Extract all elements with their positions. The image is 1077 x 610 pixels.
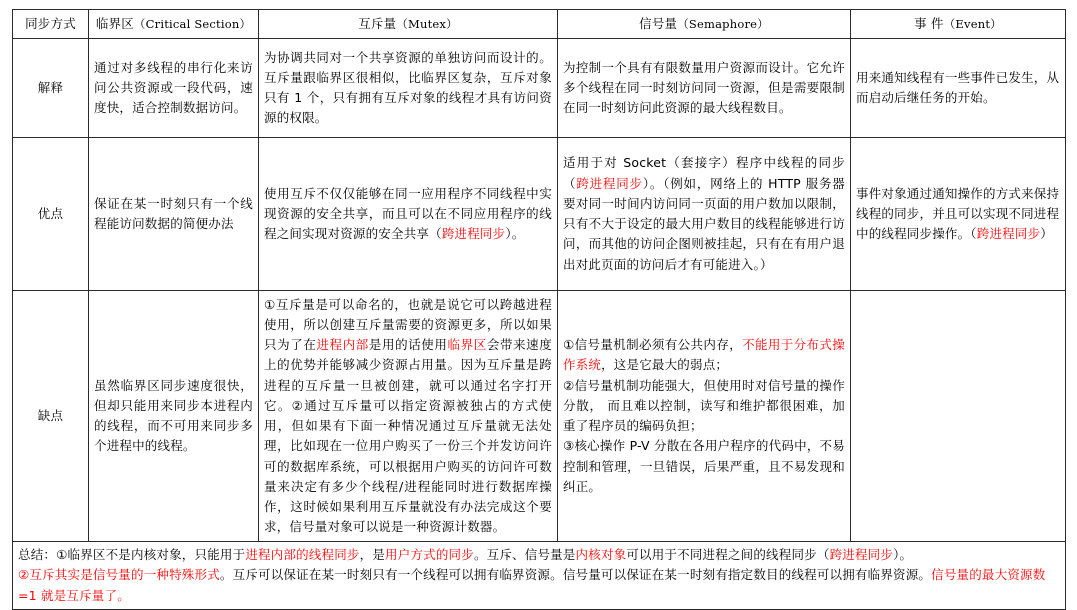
highlight-max-resource-one: 信号量的最大资源数=1 就是互斥量了。 <box>18 567 1046 603</box>
header-en-semaphore: （Semaphore） <box>677 16 769 31</box>
text-segment: ③核心操作 P-V 分散在各用户程序的代码中，不易控制和管理，一旦错误，后果严重，且不易发现和纠正。 <box>563 438 845 494</box>
header-row <box>13 10 1066 39</box>
text-segment: 会带来速度上的优势并能够减少资源占用量。因为互斥量是跨进程的互斥量一旦被创建，就可以通过名字打开它。②通过互斥量可以指定资源被独占的方式使用，但如果有下面一种情况通过互斥量就无法处理，比如现在一位用户购买了一份三个并发访问许可的数据库系统，可以根据用户购买的访问许可数量来决定有多少个线程/进程能同时进行数据库操作，这时候如果利用互斥量就没有办法完成这个要求，信号量对象可以说是一种资源计数器。 <box>264 337 552 535</box>
text-segment: ②信号量机制功能强大，但使用时对信号量的操作分散， 而且难以控制，读写和维护都很困难，加重了程序员的编码负担； <box>563 377 845 433</box>
text-segment: 事件对象通过通知操作的方式来保持线程的同步，并且可以实现不同进程中的线程同步操作。（ <box>856 185 1060 242</box>
header-en-event: （Event） <box>943 16 1002 31</box>
text-segment: 总结：①临界区不是内核对象，只能用于 <box>18 547 246 562</box>
header-label-event: 事 件 <box>914 15 944 31</box>
cell-explanation-semaphore <box>558 39 851 138</box>
text-segment: ，是 <box>359 547 386 562</box>
cell-disadvantages-semaphore <box>558 291 851 542</box>
highlight-kernel-object: 内核对象 <box>575 547 627 562</box>
header-en-mutex: （Mutex） <box>396 16 458 31</box>
text-segment: 。互斥可以保证在某一时刻只有一个线程可以拥有临界资源。信号量可以保证在某一时刻有指定数目的线程可以拥有临界资源。 <box>219 567 932 583</box>
row-label-advantages: 优点 <box>13 138 89 291</box>
cell-text <box>563 335 845 497</box>
header-cell-semaphore <box>558 10 851 39</box>
text-segment: 是用的话使用 <box>368 337 448 352</box>
highlight-cross-process-sync: 跨进程同步 <box>441 226 506 242</box>
cell-text <box>856 184 1060 245</box>
cell-text: 为协调共同对一个共享资源的单独访问而设计的。互斥量跟临界区很相似，比临界区复杂，互斥对象只有 1 个，只有拥有互斥对象的线程才具有访问资源的权限。 <box>264 49 552 126</box>
text-segment: ①互斥量是可以命名的，也就是说它可以跨越进程使用，所以创建互斥量需要的资源更多，所以如果只为了在 <box>264 296 552 352</box>
text-segment: ）。 <box>893 547 913 562</box>
table-row-summary <box>13 542 1066 610</box>
text-segment: ） <box>1040 226 1053 242</box>
cell-advantages-semaphore <box>558 138 851 291</box>
header-label-semaphore: 信号量 <box>639 15 678 31</box>
header-cell-sync-method <box>13 10 89 39</box>
summary-line-2 <box>18 565 1060 606</box>
cell-advantages-event <box>851 138 1066 291</box>
highlight-critical-section: 临界区 <box>447 337 487 352</box>
text-segment: 适用于对 Socket（套接字）程序中线程的同步（ <box>563 155 845 191</box>
text-segment: ，这是它最大的弱点； <box>601 357 729 373</box>
header-cell-mutex <box>259 10 558 39</box>
text-segment: 可以用于不同进程之间的线程同步（ <box>626 547 830 562</box>
cell-text: 用来通知线程有一些事件已发生，从而启动后继任务的开始。 <box>856 69 1060 105</box>
cell-text <box>264 295 552 538</box>
table-row-explanation <box>13 39 1066 138</box>
cell-disadvantages-mutex <box>259 291 558 542</box>
row-label-explanation: 解释 <box>13 39 89 138</box>
highlight-user-mode-sync: 用户方式的同步 <box>385 547 474 562</box>
sync-mechanism-comparison-table <box>12 9 1066 610</box>
cell-text: 虽然临界区同步速度很快，但却只能用来同步本进程内的线程，而不可用来同步多个进程中的线程。 <box>94 377 253 454</box>
cell-explanation-event <box>851 39 1066 138</box>
table-row-disadvantages <box>13 291 1066 542</box>
table-row-advantages <box>13 138 1066 291</box>
cell-disadvantages-critical-section <box>89 291 259 542</box>
highlight-cross-process-sync: 跨进程同步 <box>576 175 643 191</box>
summary-line-1 <box>18 545 1060 565</box>
row-label-disadvantages: 缺点 <box>13 291 89 542</box>
header-label-sync-method: 同步方式 <box>25 15 76 31</box>
cell-advantages-critical-section <box>89 138 259 291</box>
text-segment: ）。 <box>505 226 525 242</box>
header-en-critical-section: （Critical Section） <box>133 16 252 31</box>
highlight-cross-process-sync: 跨进程同步 <box>829 547 894 562</box>
cell-summary <box>13 542 1066 610</box>
text-segment: ①信号量机制必须有公共内存， <box>563 337 743 352</box>
text-segment: ）。（例如，网络上的 HTTP 服务器要对同一时间内访问同一页面的用户数加以限制，只有不大于设定的最大用户数目的线程能够进行访问，而其他的访问企图则被挂起，只有在有用户退出对此页面的访问后才有可能进入。） <box>563 175 845 272</box>
cell-text <box>563 153 845 275</box>
table-header <box>13 10 1066 39</box>
cell-advantages-mutex <box>259 138 558 291</box>
highlight-cross-process-sync: 跨进程同步 <box>976 226 1041 242</box>
cell-text: 通过对多线程的串行化来访问公共资源或一段代码，速度快，适合控制数据访问。 <box>94 59 253 116</box>
cell-text <box>264 184 552 245</box>
header-cell-critical-section <box>89 10 259 39</box>
text-segment: 使用互斥不仅仅能够在同一应用程序不同线程中实现资源的安全共享，而且可以在不同应用程序的线程之间实现对资源的安全共享（ <box>264 185 552 242</box>
cell-explanation-mutex <box>259 39 558 138</box>
header-cell-event <box>851 10 1066 39</box>
text-segment: 。互斥、信号量是 <box>473 547 576 562</box>
highlight-process-internal-thread-sync: 进程内部的线程同步 <box>245 547 360 562</box>
table-body <box>13 39 1066 610</box>
header-label-mutex: 互斥量 <box>358 15 397 31</box>
highlight-mutex-special-semaphore: ②互斥其实是信号量的一种特殊形式 <box>18 567 220 583</box>
cell-text: 保证在某一时刻只有一个线程能访问数据的简便办法 <box>94 195 253 231</box>
cell-explanation-critical-section <box>89 39 259 138</box>
header-label-critical-section: 临界区 <box>95 15 134 31</box>
cell-disadvantages-event <box>851 291 1066 542</box>
highlight-process-internal: 进程内部 <box>316 337 369 352</box>
highlight-not-for-distributed-os: 不能用于分布式操作系统 <box>563 337 845 373</box>
cell-text: 为控制一个具有有限数量用户资源而设计。它允许多个线程在同一时刻访问同一资源，但是需要限制在同一时刻访问此资源的最大线程数目。 <box>563 59 845 116</box>
